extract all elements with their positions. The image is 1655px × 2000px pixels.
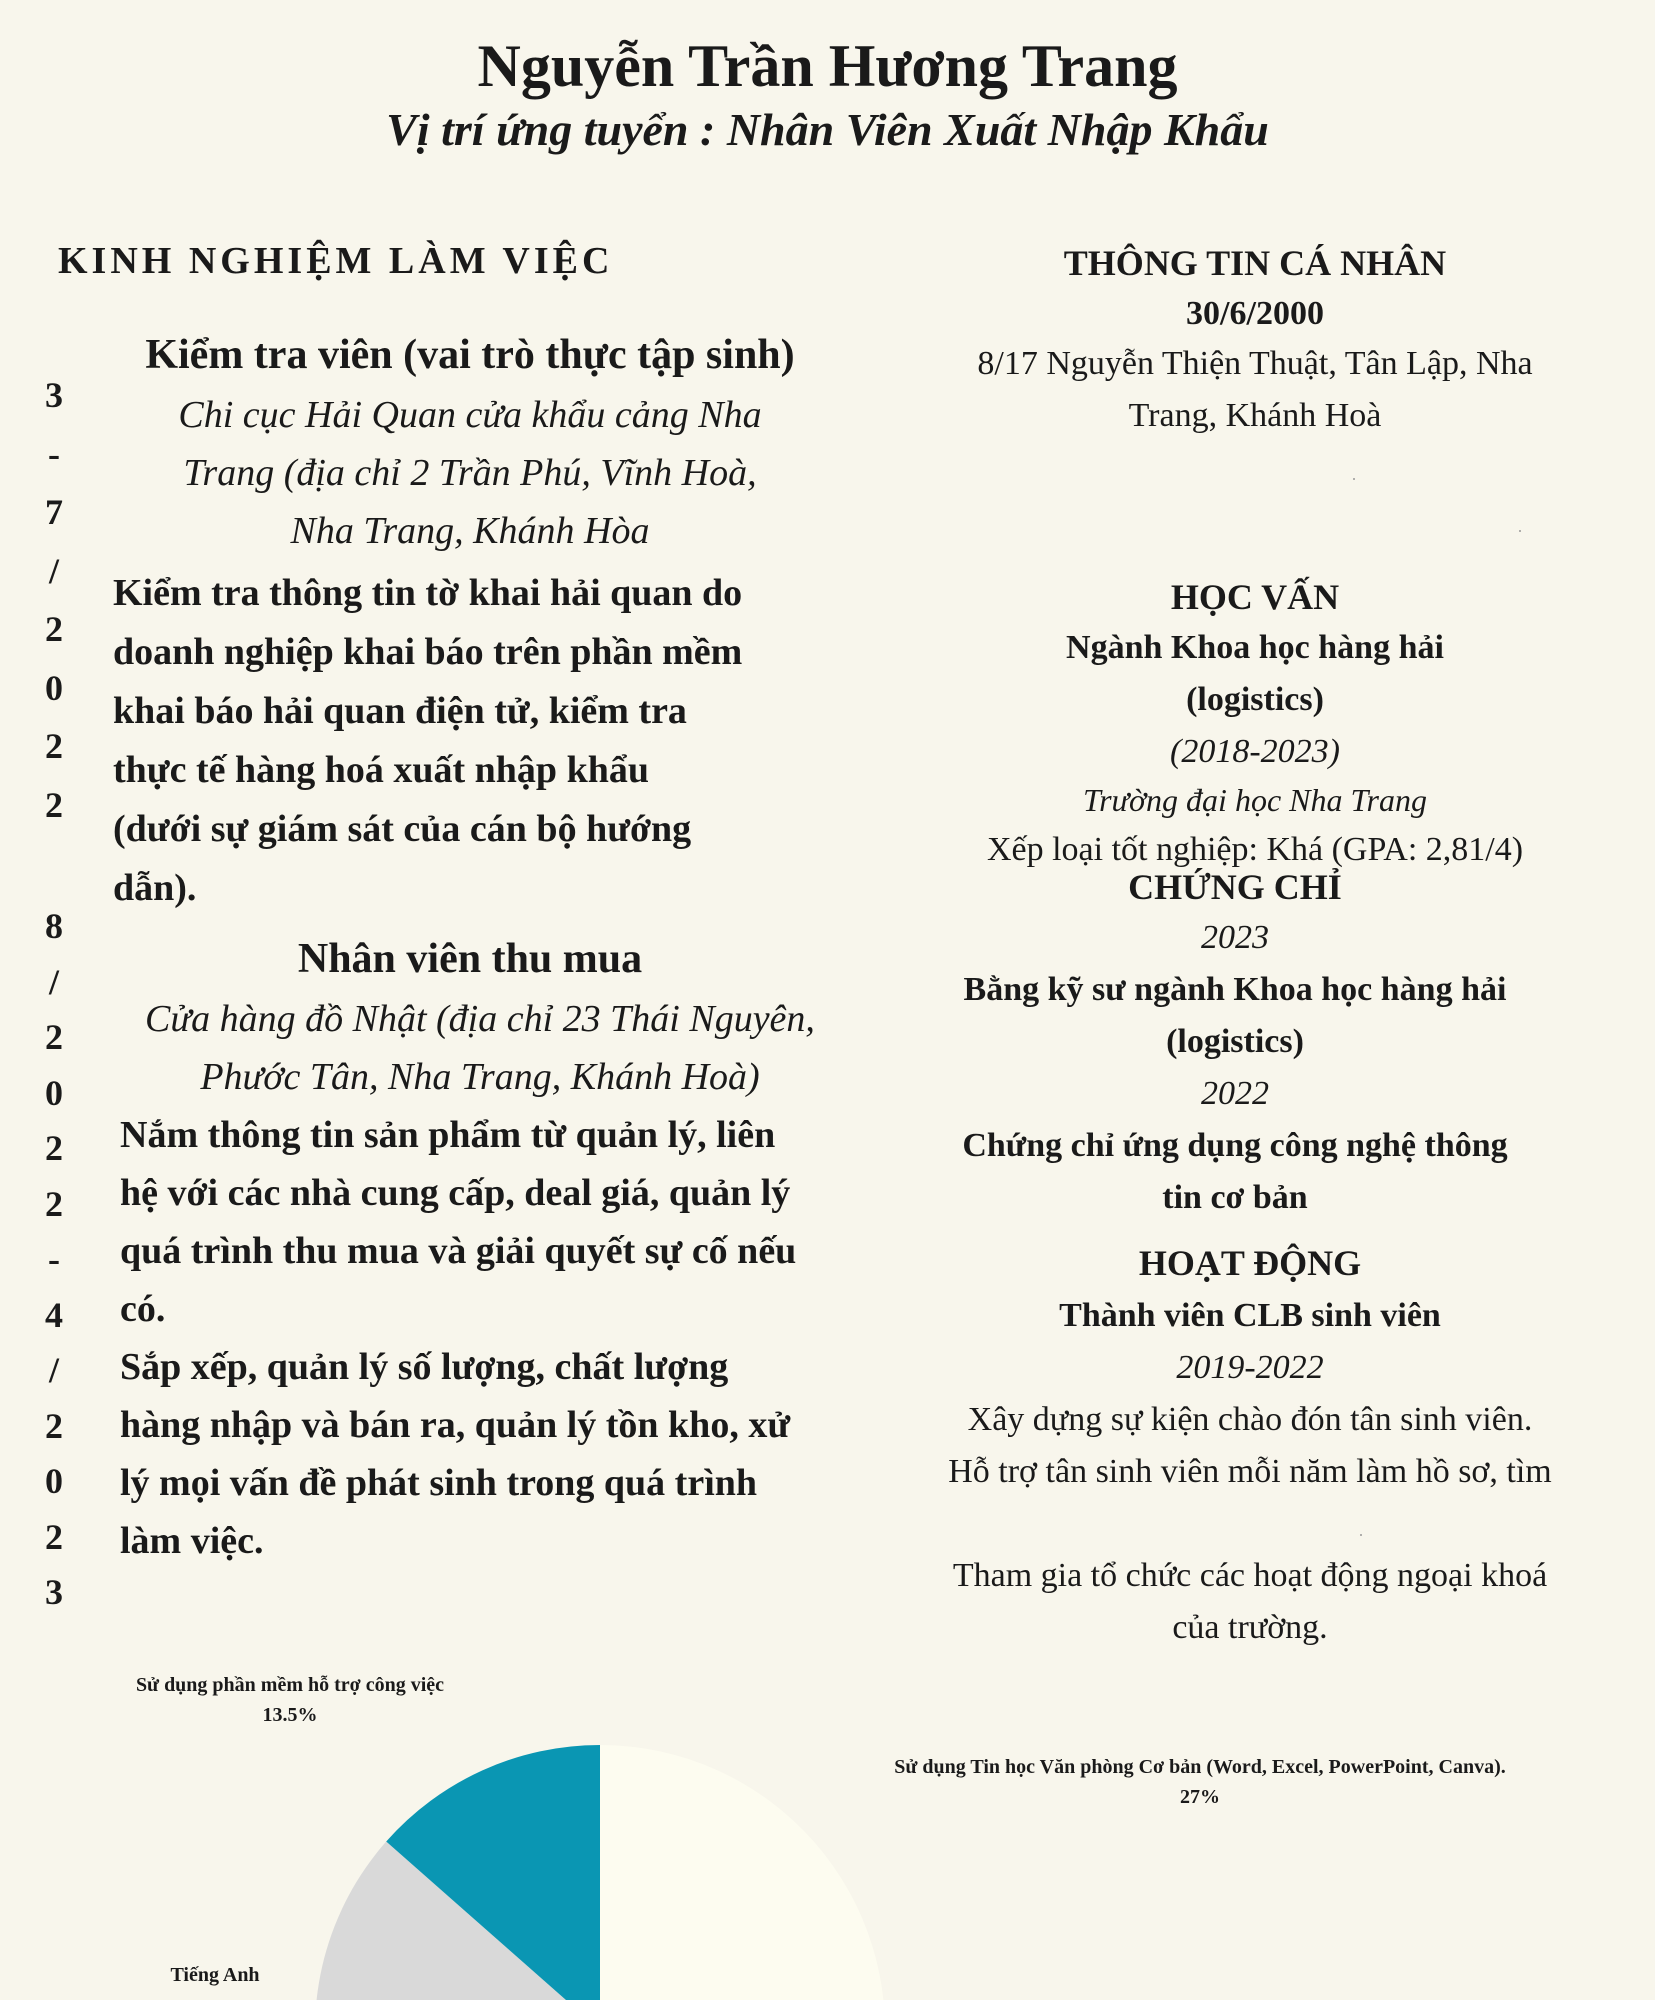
job-1-title: Kiểm tra viên (vai trò thực tập sinh): [145, 332, 795, 378]
certificate-1-name: [885, 964, 1585, 1068]
date-char: /: [48, 1350, 59, 1390]
slice-2-label: [800, 1752, 1600, 1812]
date-char: 2: [45, 784, 63, 825]
education-grade: Xếp loại tốt nghiệp: Khá (GPA: 2,81/4): [986, 831, 1524, 868]
desc-line: làm việc.: [120, 1520, 264, 1562]
job-2-description: [120, 1106, 796, 1570]
address-line: 8/17 Nguyễn Thiện Thuật, Tân Lập, Nha: [977, 345, 1533, 382]
activity-desc-4: của trường.: [1172, 1609, 1328, 1646]
org-line: Chi cục Hải Quan cửa khẩu cảng Nha: [178, 394, 762, 436]
activity-desc-2: Hỗ trợ tân sinh viên mỗi năm làm hồ sơ, tìm: [948, 1453, 1552, 1490]
slice-3-label: [130, 1960, 300, 1990]
org-line: Cửa hàng đồ Nhật (địa chỉ 23 Thái Nguyên,: [145, 998, 815, 1040]
divider-dot: [1519, 530, 1521, 532]
date-char: 2: [45, 1128, 63, 1168]
major-line: (logistics): [1186, 681, 1324, 718]
position-applied: Vị trí ứng tuyển : Nhân Viên Xuất Nhập Khẩu: [386, 104, 1269, 155]
desc-line: doanh nghiệp khai báo trên phần mềm: [113, 631, 743, 673]
desc-line: lý mọi vấn đề phát sinh trong quá trình: [120, 1462, 758, 1504]
slice-1-label: [80, 1670, 500, 1730]
activity-desc-3: Tham gia tổ chức các hoạt động ngoại khoá: [952, 1557, 1548, 1594]
divider-dot: [1360, 1534, 1362, 1536]
job-1-date: [38, 366, 70, 834]
desc-line: (dưới sự giám sát của cán bộ hướng: [113, 808, 692, 850]
job-1-org: [80, 386, 860, 560]
job-1-description: [113, 564, 742, 918]
org-line: Nha Trang, Khánh Hòa: [290, 510, 650, 552]
activity-title: Thành viên CLB sinh viên: [1059, 1297, 1441, 1334]
date-char: 2: [45, 609, 63, 649]
date-char: /: [48, 550, 59, 591]
desc-line: quá trình thu mua và giải quyết sự cố nếu: [120, 1230, 797, 1272]
education-heading: HỌC VẤN: [1170, 577, 1340, 617]
job-2-date: [38, 899, 70, 1621]
certificate-line: (logistics): [1166, 1023, 1304, 1060]
skills-pie-chart: [0, 1660, 1655, 2000]
desc-line: Nắm thông tin sản phẩm từ quản lý, liên: [120, 1114, 776, 1156]
date-char: 3: [45, 375, 63, 415]
activity-desc-1: Xây dựng sự kiện chào đón tân sinh viên.: [967, 1401, 1533, 1438]
date-char: /: [48, 961, 59, 1002]
date-char: 8: [45, 906, 63, 946]
certificate-line: tin cơ bản: [1162, 1179, 1308, 1216]
org-line: Trang (địa chỉ 2 Trần Phú, Vĩnh Hoà,: [183, 452, 757, 494]
activities-heading: HOẠT ĐỘNG: [1138, 1243, 1362, 1283]
activity-years: 2019-2022: [1176, 1349, 1324, 1386]
date-char: 3: [45, 1572, 63, 1612]
job-2-title: Nhân viên thu mua: [297, 936, 643, 982]
desc-line: khai báo hải quan điện tử, kiểm tra: [113, 690, 687, 732]
date-char: -: [48, 1239, 60, 1279]
certificate-2-year: 2022: [1201, 1075, 1269, 1112]
desc-line: Kiểm tra thông tin tờ khai hải quan do: [113, 572, 743, 614]
desc-line: hàng nhập và bán ra, quản lý tồn kho, xử: [120, 1404, 791, 1446]
desc-line: Sắp xếp, quản lý số lượng, chất lượng: [120, 1346, 729, 1388]
org-line: Phước Tân, Nha Trang, Khánh Hoà): [200, 1056, 760, 1098]
desc-line: hệ với các nhà cung cấp, deal giá, quản lý: [120, 1172, 791, 1214]
slice-label-text: Tiếng Anh: [170, 1964, 260, 1986]
personal-heading: THÔNG TIN CÁ NHÂN: [1063, 243, 1447, 283]
desc-line: thực tế hàng hoá xuất nhập khẩu: [113, 749, 649, 791]
desc-line: dẫn).: [113, 867, 197, 909]
candidate-name: Nguyễn Trần Hương Trang: [477, 33, 1178, 99]
date-char: 0: [45, 1072, 63, 1113]
date-char: 2: [45, 1405, 63, 1446]
experience-heading: KINH NGHIỆM LÀM VIỆC: [58, 240, 614, 282]
certificate-line: Chứng chỉ ứng dụng công nghệ thông: [962, 1127, 1508, 1164]
education-major: [905, 622, 1605, 726]
address-line: Trang, Khánh Hoà: [1128, 397, 1382, 434]
major-line: Ngành Khoa học hàng hải: [1066, 629, 1444, 666]
slice-label-text: Sử dụng Tin học Văn phòng Cơ bản (Word, Excel, PowerPoint, Canva).: [894, 1756, 1506, 1778]
slice-percent: 13.5%: [262, 1704, 318, 1726]
date-char: 0: [45, 667, 63, 708]
slice-percent: 27%: [1180, 1786, 1220, 1808]
date-char: -: [48, 433, 60, 474]
date-char: 4: [45, 1294, 63, 1335]
date-char: 7: [45, 492, 63, 532]
education-years: (2018-2023): [1170, 733, 1340, 770]
certificate-1-year: 2023: [1201, 919, 1269, 956]
address: [905, 338, 1605, 442]
date-of-birth: 30/6/2000: [1186, 295, 1324, 332]
job-2-org: [80, 990, 880, 1106]
date-char: 0: [45, 1461, 63, 1501]
divider-dot: [1353, 478, 1355, 480]
date-char: 2: [45, 726, 63, 766]
education-school: Trường đại học Nha Trang: [1083, 782, 1427, 818]
certificates-heading: CHỨNG CHỈ: [1128, 867, 1342, 907]
certificate-line: Bằng kỹ sư ngành Khoa học hàng hải: [963, 971, 1507, 1008]
slice-label-text: Sử dụng phần mềm hỗ trợ công việc: [135, 1674, 445, 1696]
certificate-2-name: [885, 1120, 1585, 1224]
date-char: 2: [45, 1183, 63, 1224]
date-char: 2: [45, 1017, 63, 1057]
date-char: 2: [45, 1516, 63, 1557]
desc-line: có.: [120, 1288, 166, 1330]
